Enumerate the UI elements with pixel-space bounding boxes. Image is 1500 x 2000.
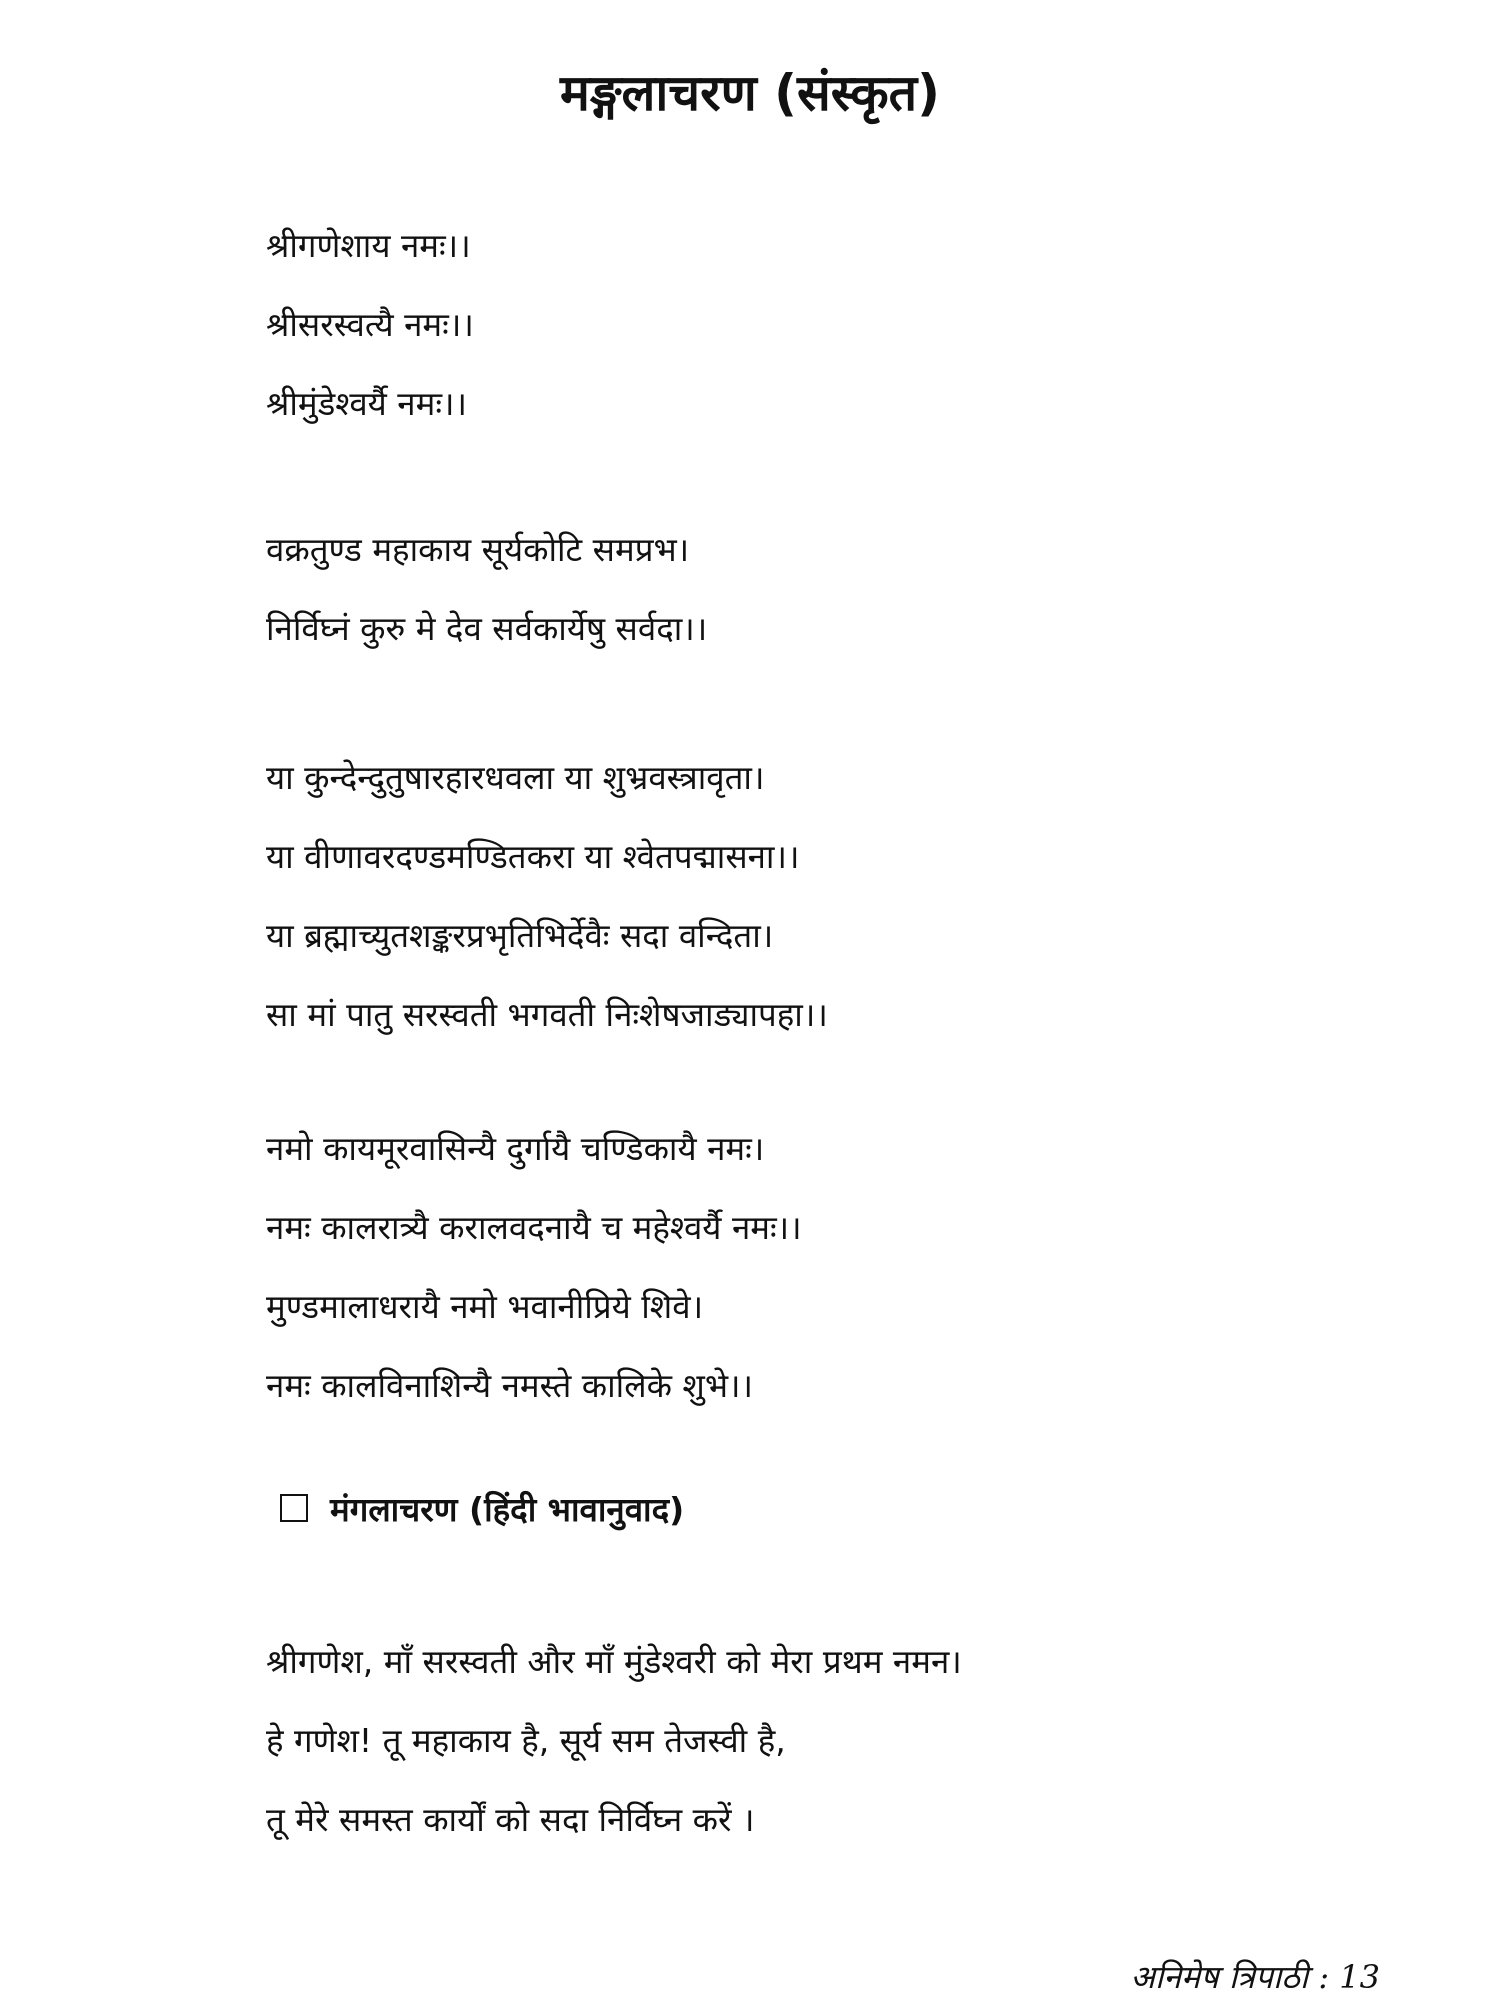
hindi-section-heading — [280, 1478, 684, 1538]
verse-line: श्रीगणेशाय नमः।। — [266, 226, 471, 265]
invocation-stanza — [266, 206, 474, 443]
saraswati-shloka — [266, 738, 828, 1054]
verse-line: श्रीसरस्वत्यै नमः।। — [266, 305, 474, 344]
verse-line: वक्रतुण्ड महाकाय सूर्यकोटि समप्रभ। — [266, 530, 690, 569]
verse-line: नमो कायमूरवासिन्यै दुर्गायै चण्डिकायै नमः। — [266, 1129, 765, 1168]
checkbox-icon — [280, 1494, 308, 1522]
ganesh-shloka — [266, 510, 707, 668]
hindi-translation — [266, 1622, 962, 1859]
verse-line: नमः कालविनाशिन्यै नमस्ते कालिके शुभे।। — [266, 1366, 754, 1405]
verse-line: या कुन्देन्दुतुषारहारधवला या शुभ्रवस्त्रावृता। — [266, 758, 765, 797]
translation-line: हे गणेश! तू महाकाय है, सूर्य सम तेजस्वी है, — [266, 1721, 786, 1760]
verse-line: निर्विघ्नं कुरु मे देव सर्वकार्येषु सर्वदा।। — [266, 609, 708, 648]
page-title: मङ्गलाचरण (संस्कृत) — [559, 64, 940, 122]
section-heading-text: मंगलाचरण (हिंदी भावानुवाद) — [330, 1489, 685, 1529]
page-footer: अनिमेष त्रिपाठी : 13 — [1130, 1958, 1380, 1996]
verse-line: सा मां पातु सरस्वती भगवती निःशेषजाड्यापहा।। — [266, 995, 828, 1034]
devi-shloka — [266, 1109, 802, 1425]
verse-line: मुण्डमालाधरायै नमो भवानीप्रिये शिवे। — [266, 1287, 704, 1326]
translation-line: श्रीगणेश, माँ सरस्वती और माँ मुंडेश्वरी को मेरा प्रथम नमन। — [266, 1642, 962, 1681]
verse-line: या वीणावरदण्डमण्डितकरा या श्वेतपद्मासना।। — [266, 837, 800, 876]
translation-line: तू मेरे समस्त कार्यों को सदा निर्विघ्न करें । — [266, 1800, 755, 1839]
verse-line: श्रीमुंडेश्वर्यै नमः।। — [266, 384, 468, 423]
verse-line: नमः कालरात्र्यै करालवदनायै च महेश्वर्यै नमः।। — [266, 1208, 802, 1247]
verse-line: या ब्रह्माच्युतशङ्करप्रभृतिभिर्देवैः सदा वन्दिता। — [266, 916, 774, 955]
